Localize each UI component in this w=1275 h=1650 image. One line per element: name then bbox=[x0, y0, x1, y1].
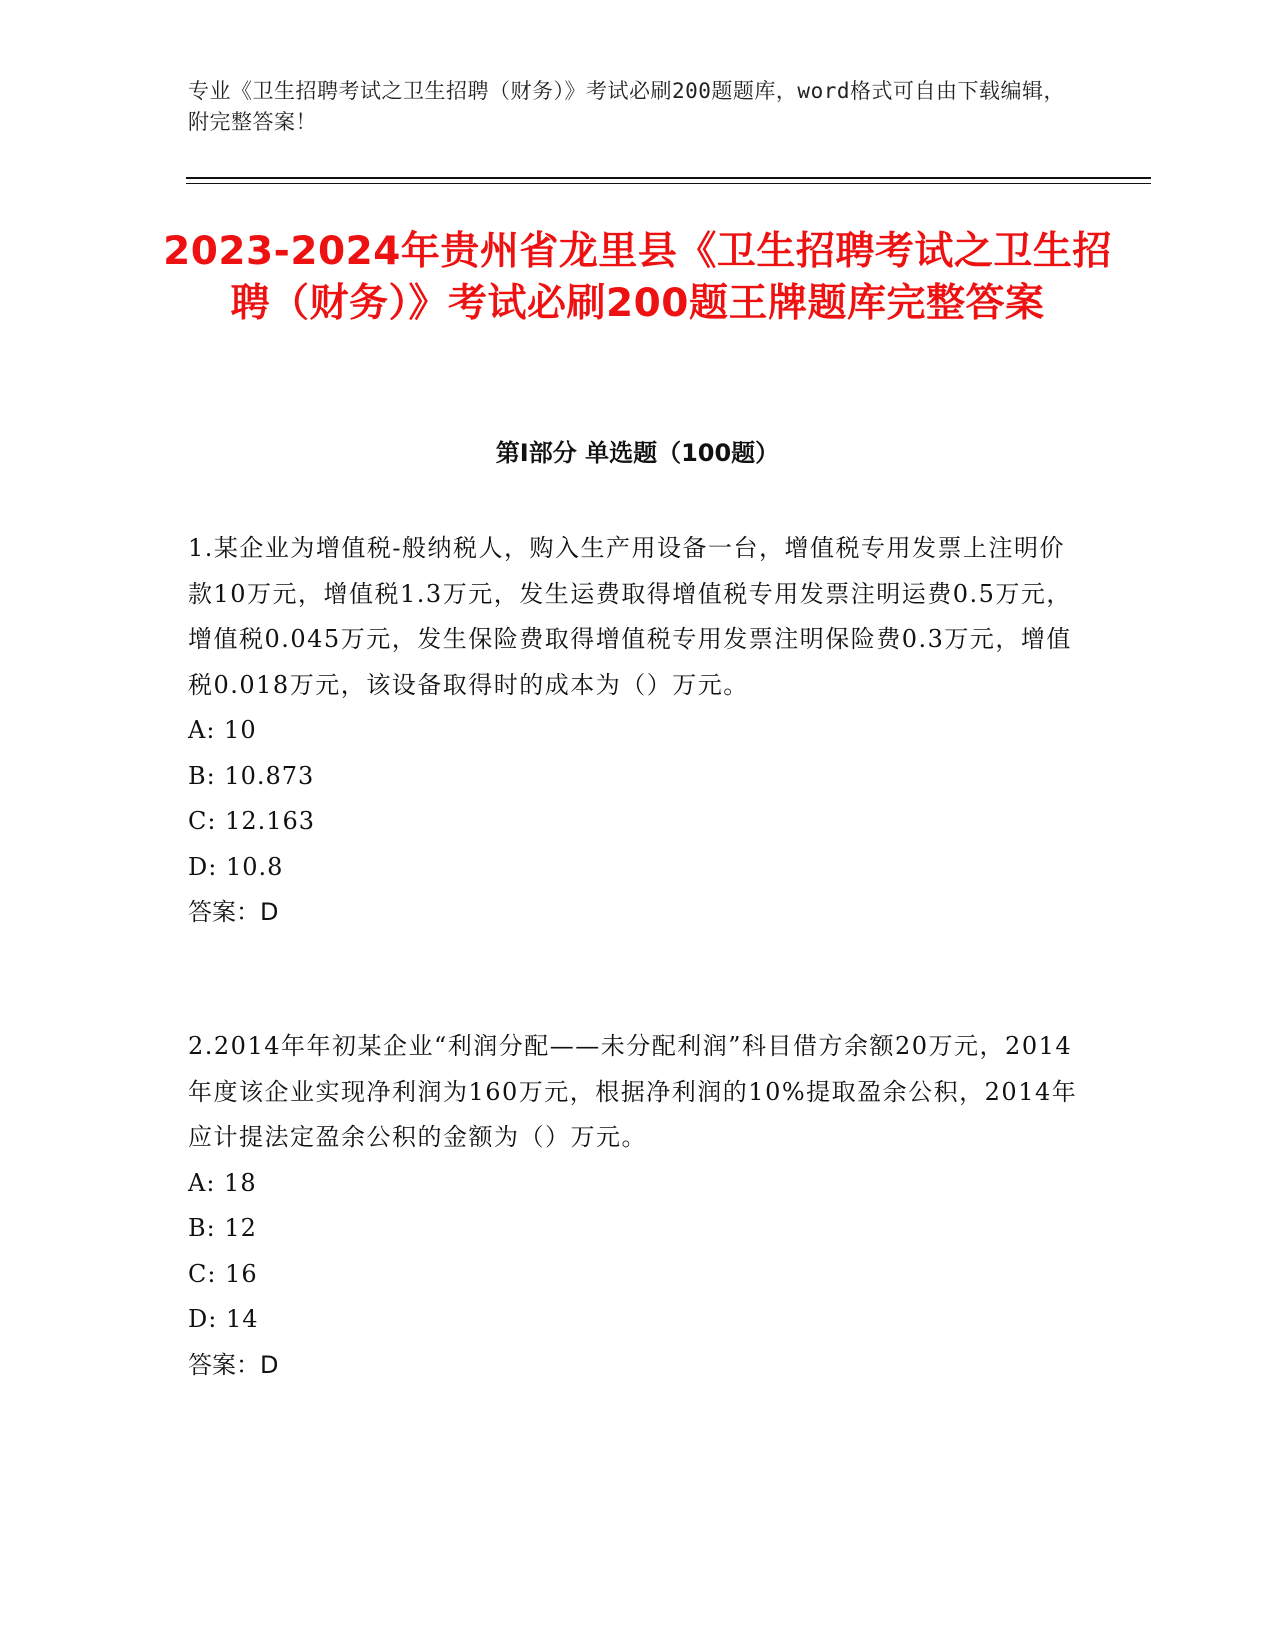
option-d: D: 10.8 bbox=[188, 852, 284, 881]
option-a: A: 18 bbox=[188, 1168, 257, 1197]
option-c: C: 16 bbox=[188, 1259, 258, 1288]
question-stem: 2.2014年年初某企业“利润分配——未分配利润”科目借方余额20万元，2014年度该企业实现净利润为160万元，根据净利润的10%提取盈余公积，2014年应计提法定盈余公积的金额为（）万元。 bbox=[188, 1032, 1078, 1151]
question-1 bbox=[188, 526, 1088, 934]
section-heading: 第Ⅰ部分 单选题（100题） bbox=[495, 439, 780, 467]
header-divider-thick bbox=[186, 177, 1151, 179]
document-title: 2023-2024年贵州省龙里县《卫生招聘考试之卫生招聘（财务）》考试必刷200题王牌题库完整答案 bbox=[163, 229, 1112, 326]
option-c: C: 12.163 bbox=[188, 807, 316, 835]
question-stem: 1.某企业为增值税-般纳税人，购入生产用设备一台，增值税专用发票上注明价款10万元，增值税1.3万元，发生运费取得增值税专用发票注明运费0.5万元，增值税0.045万元，发生保险费取得增值税专用发票注明保险费0.3万元，增值税0.018万元，该设备取得时的成本为（）万元。 bbox=[188, 534, 1072, 699]
header-divider-thin bbox=[186, 183, 1151, 184]
answer: 答案：D bbox=[188, 1350, 279, 1379]
answer: 答案：D bbox=[188, 898, 279, 926]
question-2 bbox=[188, 1024, 1088, 1387]
option-a: A: 10 bbox=[188, 716, 257, 744]
header-note: 专业《卫生招聘考试之卫生招聘（财务）》考试必刷200题题库，word格式可自由下载编辑，附完整答案！ bbox=[188, 79, 1065, 134]
option-b: B: 10.873 bbox=[188, 761, 315, 790]
option-d: D: 14 bbox=[188, 1305, 259, 1333]
option-b: B: 12 bbox=[188, 1214, 257, 1242]
